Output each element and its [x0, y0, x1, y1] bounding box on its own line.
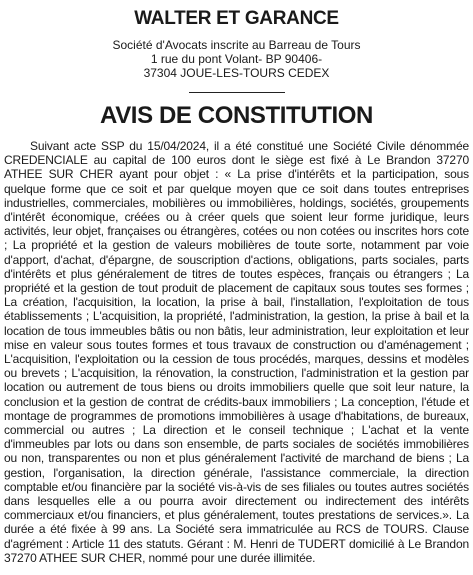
law-firm-name: WALTER ET GARANCE	[134, 8, 339, 29]
notice-body: Suivant acte SSP du 15/04/2024, il a été constitué une Société Civile dénommée CREDENCIALE au capital de 100 euros dont le siège est fixé à Le Brandon 37270 ATHEE SUR CHER ayant pour objet : « La prise d'intérêts et la participation, sous quelque forme que ce soit et par quelque moyen que ce soit dans toutes entreprises industrielles, commerciales, mobilières ou immobilières, holdings, sociétés, groupements d'intérêt économique, créées ou à créer quels que soient leur forme juridique, leurs activités, leur objet, françaises ou étrangères, cotées ou non cotées ou inscrites hors cote ; La propriété et la gestion de valeurs mobilières de toute sorte, notamment par voie d'apport, d'achat, d'épargne, de souscription d'actions, obligations, parts sociales, parts d'intérêts et plus généralement de titres de toutes espèces, français ou étrangers ; La propriété et la gestion de tout produit de placement de capitaux sous toutes ses formes ; La création, l'acquisition, la location, la prise à bail, l'installation, l'exploitation de tous établissements ; L'acquisition, la propriété, l'administration, la gestion, la prise à bail et la location de tous immeubles bâtis ou non bâtis, leur administration, leur exploitation et leur mise en valeur sous toutes formes et tous travaux de construction ou d'aménagement ; L'acquisition, l'exploitation ou la cession de tous procédés, marques, dessins et modèles ou brevets ; L'acquisition, la rénovation, la construction, l'administration et la gestion par location ou autrement de tous biens ou droits immobiliers quelle que soit leur nature, la conclusion et la gestion de contrat de crédits-baux immobiliers ; La conception, l'étude et montage de programmes de promotions immobilières à usage d'habitations, de bureaux, commercial ou autres ; La direction et le conseil technique ; L'achat et la vente d'immeubles par lots ou dans son ensemble, de parts sociales de sociétés immobilières ou non, transparentes ou non et plus généralement l'activité de marchand de biens ; La gestion, l'organisation, la direction générale, l'assistance commerciale, la direction comptable et/ou financière par la société vis-à-vis de ses filiales ou toutes autres sociétés dans lesquelles elle a ou pourra avoir directement ou indirectement des intérêts commerciaux et/ou financiers, et plus généralement, toutes prestations de services.». La durée a été fixée à 99 ans. La Société sera immatriculée au RCS de TOURS. Clause d'agrément : Article 11 des statuts. Gérant : M. Henri de TUDERT domicilié à Le Brandon 37270 ATHEE SUR CHER, nommé pour une durée illimitée.	[4, 139, 469, 565]
notice-title: AVIS DE CONSTITUTION	[100, 102, 373, 129]
separator-rule	[189, 92, 285, 93]
firm-address-line-3: 37304 JOUE-LES-TOURS CEDEX	[143, 66, 330, 80]
firm-address-line-2: 1 rue du pont Volant- BP 90406-	[150, 52, 323, 66]
firm-address-line-1: Société d'Avocats inscrite au Barreau de Tours	[112, 38, 361, 52]
